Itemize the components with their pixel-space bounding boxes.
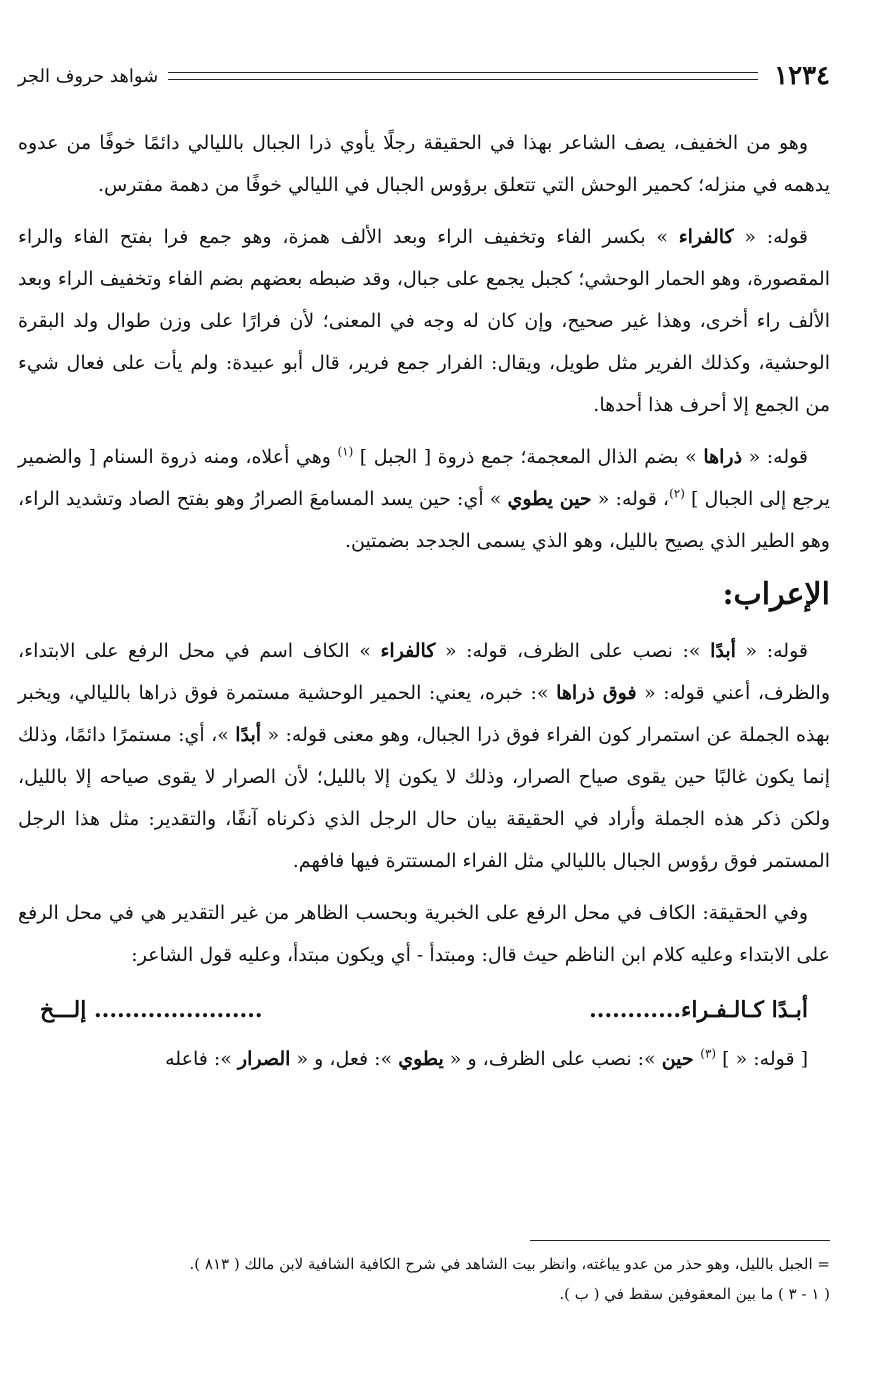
book-page	[18, 0, 830, 1383]
text-run: »: فاعله	[165, 1048, 238, 1070]
paragraph-6	[18, 1038, 830, 1080]
quoted-term: فوق ذراها	[556, 682, 637, 704]
paragraph-2	[18, 216, 830, 426]
text-run: » أي: حين يسد المسامعَ الصرارُ وهو بفتح الصاد وتشديد الراء، وهو الطير الذي يصيح بالليل، وهو الذي يسمى الجدجد بضمتين.	[18, 488, 830, 552]
quoted-term: يطوي	[398, 1048, 444, 1070]
main-text	[18, 122, 830, 1090]
text-run: [ قوله: « ]	[716, 1048, 808, 1070]
running-header	[18, 56, 830, 96]
text-run: قوله: «	[742, 446, 809, 468]
footnote-continued: = الجبل بالليل، وهو حذر من عدو يباغته، وانظر بيت الشاهد في شرح الكافية الشافية لابن مالك ( ٨١٣ ).	[189, 1255, 830, 1273]
running-title: شواهد حروف الجر	[18, 65, 159, 87]
verse-second-hemistich: ...................... إلـــخ	[40, 997, 263, 1023]
paragraph-5: وفي الحقيقة: الكاف في محل الرفع على الخبرية وبحسب الظاهر من غير التقدير هي في محل الرفع على الابتداء وعليه كلام ابن الناظم حيث قال: ومبتدأ - أي ويكون مبتدأ، وعليه قول الشاعر:	[18, 902, 830, 966]
section-heading-irab: الإعراب:	[722, 577, 830, 612]
page-number: ١٢٣٤	[774, 61, 830, 91]
text-run: »: فعل، و «	[290, 1048, 399, 1070]
text-run: »: نصب على الظرف، و «	[443, 1048, 662, 1070]
quoted-term: كالفراء	[380, 640, 436, 662]
poetry-verse	[18, 986, 830, 1034]
paragraph-3	[18, 436, 830, 562]
paragraph-4	[18, 630, 830, 882]
text-run: »: خبره، يعني: الحمير الوحشية مستمرة فوق ذراها بالليالي، ويخبر بهذه الجملة عن استمرار كون الفراء فوق ذرا الجبال، وهو معنى قوله: «	[18, 682, 830, 746]
header-rule	[168, 72, 758, 80]
verse-first-hemistich: أبـدًا كـالـفـراء............	[589, 997, 808, 1023]
text-run: » الكاف اسم في محل الرفع على الابتداء، والظرف، أعني قوله: «	[18, 640, 830, 704]
quoted-term: أبدًا	[235, 724, 262, 746]
text-run: قوله: «	[733, 226, 809, 248]
footnote-rule	[530, 1240, 830, 1241]
quoted-term: حين	[661, 1048, 701, 1070]
text-run: وهي أعلاه، ومنه ذروة السنام [ والضمير يرجع إلى الجبال ]	[18, 446, 830, 510]
footnote-1-3: ( ١ - ٣ ) ما بين المعقوفين سقط في ( ب ).	[559, 1285, 830, 1303]
text-run: » بضم الذال المعجمة؛ جمع ذروة [ الجبل ]	[353, 446, 704, 468]
quoted-term: ذراها	[703, 446, 743, 468]
paragraph-1: وهو من الخفيف، يصف الشاعر بهذا في الحقيقة رجلًا يأوي ذرا الجبال بالليالي دائمًا خوفًا من عدوه يدهمه في منزله؛ كحمير الوحش التي تتعلق برؤوس الجبال في الليالي خوفًا من دهمة مفترس.	[18, 132, 830, 196]
text-run: قوله: «	[735, 640, 808, 662]
quoted-term: كالفراء	[678, 226, 734, 248]
text-run: »: نصب على الظرف، قوله: «	[435, 640, 711, 662]
footnote-ref: (١)	[337, 444, 354, 459]
quoted-term: أبدًا	[710, 640, 736, 662]
text-run: » بكسر الفاء وتخفيف الراء وبعد الألف همزة، وهو جمع فرا بفتح الفاء والراء المقصورة، وهو الحمار الوحشي؛ كجبل يجمع على جبال، وقد ضبطه بعضهم بضم الفاء وتخفيف الراء وبعد الألف راء أخرى، وهذا غير صحيح، وإن كان له وجه في المعنى؛ لأن فرارًا على وزن طوال ولد البقرة الوحشية، وكذلك الفرير مثل طويل، ويقال: الفرار جمع فرير، قال أبو عبيدة: ولم يأت على فعال شيء من الجمع إلا أحرف هذا أحدها.	[18, 226, 830, 416]
text-run: ، قوله: «	[591, 488, 670, 510]
quoted-term: الصرار	[237, 1048, 291, 1070]
footnote-ref: (٢)	[669, 486, 685, 501]
text-run: »، أي: مستمرًا دائمًا، وذلك إنما يكون غالبًا حين يقوى صياح الصرار، وذلك لا يكون إلا بالليل؛ لأن الصرار لا يقوى صياحه إلا بالليل، ولكن ذكر هذه الجملة وأراد في الحقيقة بيان حال الرجل الذي ذكرناه آنفًا، والتقدير: مثل هذا الرجل المستمر فوق رؤوس الجبال بالليالي مثل الفراء المستترة فيها فافهم.	[18, 724, 830, 872]
quoted-term: حين يطوي	[507, 488, 592, 510]
footnote-ref: (٣)	[700, 1046, 717, 1061]
footnotes	[18, 1240, 830, 1309]
